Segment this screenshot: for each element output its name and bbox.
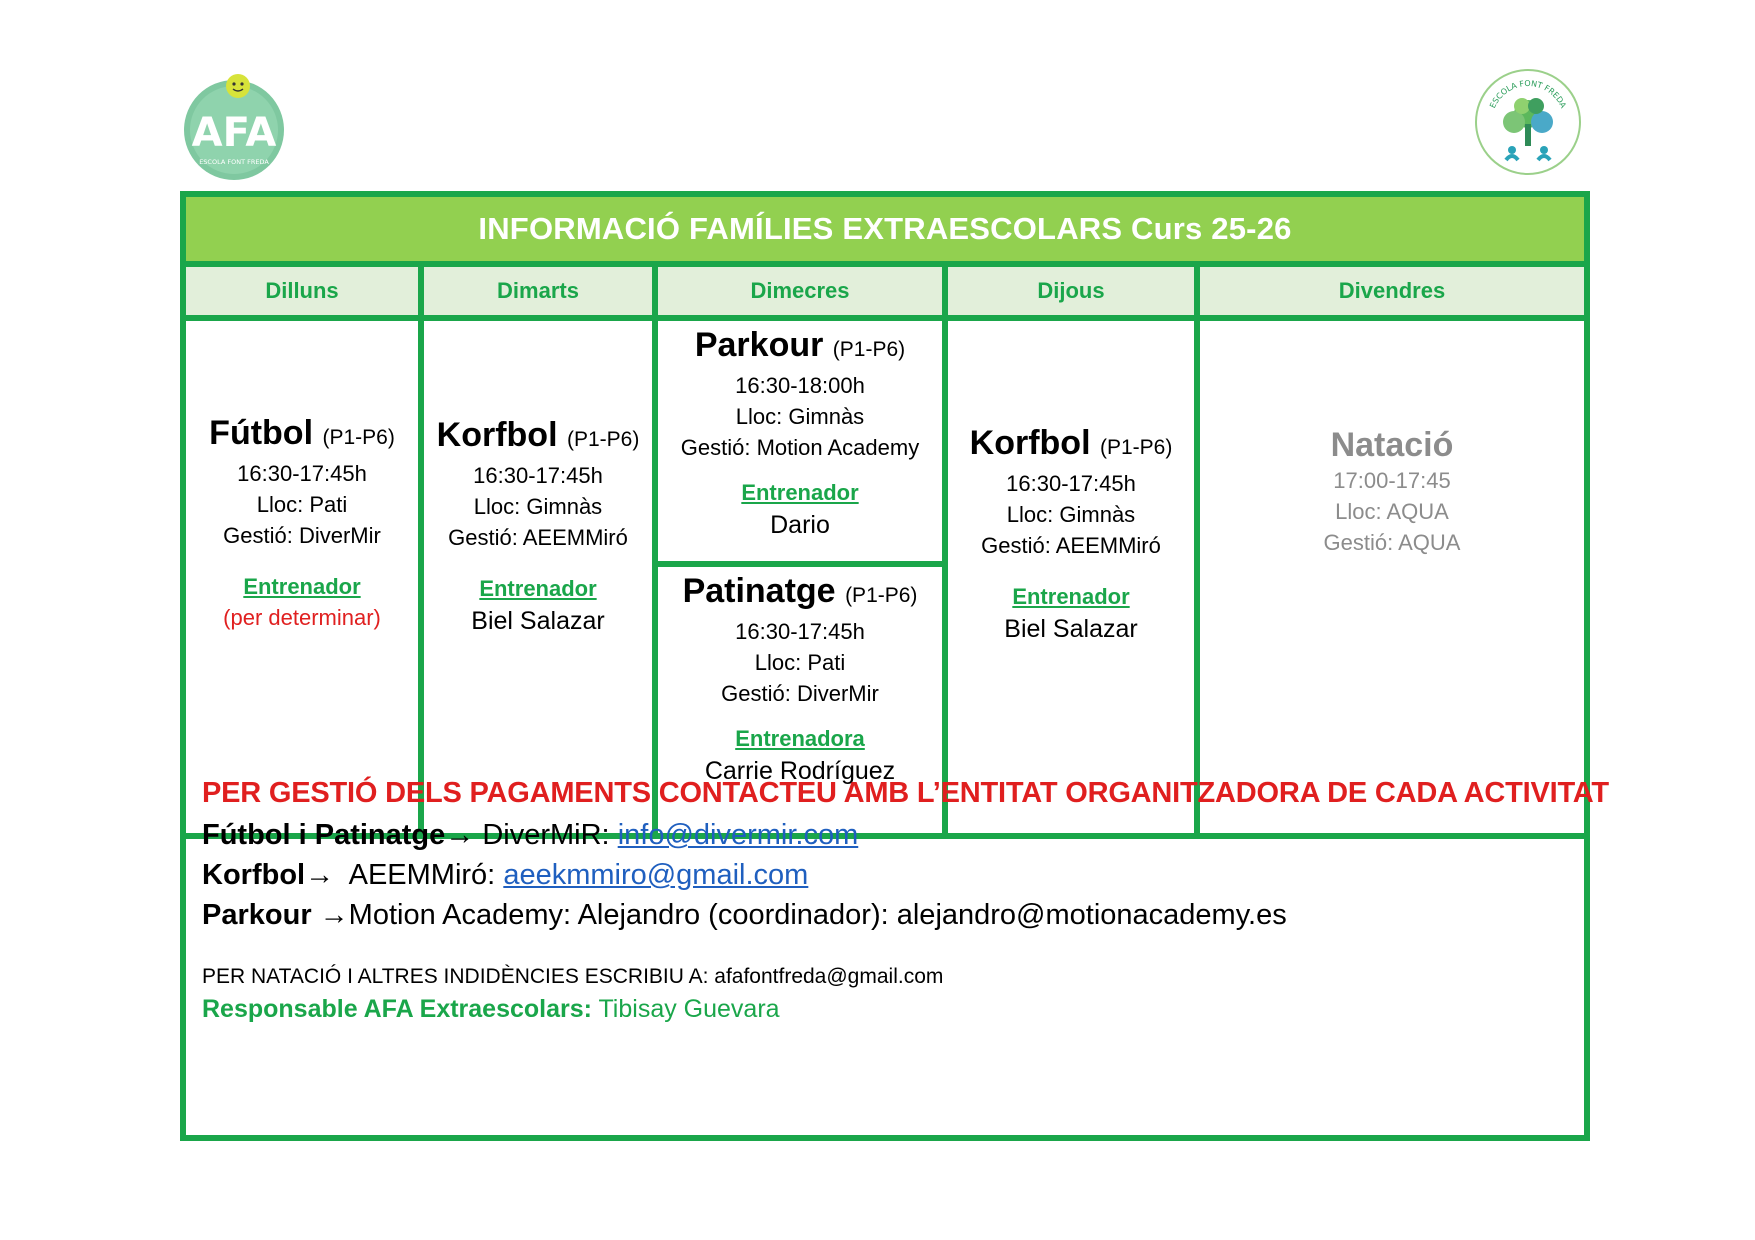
other-incidents-note: PER NATACIÓ I ALTRES INDIDÈNCIES ESCRIBIU A: afafontfreda@gmail.com [202,965,944,988]
email-link-aeemmiro[interactable]: aeekmmiro@gmail.com [503,859,809,891]
contact-korfbol [202,859,808,892]
activity-management: Gestió: Motion Academy [680,435,920,460]
email-link-divermir[interactable]: info@divermir.com [617,819,859,851]
activity-futbol [186,413,418,633]
activity-group: (P1-P6) [322,426,395,449]
activity-parkour [658,325,942,542]
responsible-name: Tibisay Guevara [598,995,780,1023]
coach-name: Carrie Rodríguez [704,757,896,785]
day-header-dimecres: Dimecres [658,267,942,321]
activity-group: (P1-P6) [832,338,906,361]
activity-name: Parkour [694,326,824,364]
coach-name: Dario [770,511,830,539]
activity-name: Fútbol [209,414,314,452]
coach-name: (per determinar) [223,605,381,630]
activity-management: Gestió: AEEMMiró [448,525,628,550]
activity-place: Lloc: Gimnàs [473,494,603,519]
responsible-line [202,995,780,1024]
activity-management: Gestió: DiverMir [223,523,381,548]
activity-group: (P1-P6) [1099,436,1173,459]
activity-time: 16:30-17:45h [473,463,603,488]
contact-org: DiverMiR: [482,819,610,851]
activity-name: Korfbol [436,416,558,454]
activity-place: Lloc: Pati [256,492,348,517]
activity-management: Gestió: DiverMir [721,681,879,706]
afa-logo-text: AFA [191,110,277,156]
activity-time: 16:30-17:45h [1006,471,1136,496]
afa-logo [180,72,288,180]
coach-label: Entrenador [1012,584,1130,609]
activity-place: Lloc: Gimnàs [1006,502,1136,527]
activity-name: Korfbol [969,424,1091,462]
school-logo-text: ESCOLA FONT FREDA [1488,78,1568,110]
coach-name: Biel Salazar [1004,615,1138,643]
activity-group: (P1-P6) [845,584,918,607]
contact-label: Korfbol [202,859,306,891]
activity-place: Lloc: Gimnàs [735,404,865,429]
activity-natacio [1200,425,1584,558]
page-title: INFORMACIÓ FAMÍLIES EXTRAESCOLARS Curs 25-26 [186,197,1584,267]
activity-name: Patinatge [682,572,836,610]
coach-label: Entrenadora [735,726,865,751]
contact-futbol-patinatge [202,819,858,852]
activity-time: 17:00-17:45 [1333,468,1451,493]
day-header-divendres: Divendres [1200,267,1584,321]
coach-label: Entrenador [741,480,859,505]
day-header-dilluns: Dilluns [186,267,418,321]
school-logo [1472,66,1584,178]
activity-management: Gestió: AEEMMiró [981,533,1161,558]
coach-label: Entrenador [479,576,597,601]
contact-org: AEEMMiró: [348,859,496,891]
schedule-frame [180,191,1609,1141]
coach-name: Biel Salazar [471,607,605,635]
activity-place: Lloc: Pati [754,650,846,675]
responsible-label: Responsable AFA Extraescolars: [202,995,592,1023]
activity-time: 16:30-17:45h [735,619,865,644]
payment-alert: PER GESTIÓ DELS PAGAMENTS CONTACTEU AMB L’ENTITAT ORGANITZADORA DE CADA ACTIVITAT [202,777,1609,809]
activity-patinatge [658,571,942,788]
activity-management: Gestió: AQUA [1323,530,1461,555]
arrow-right-icon: → [445,819,475,851]
activity-time: 16:30-17:45h [237,461,367,486]
activity-korfbol-dijous [948,423,1194,646]
arrow-right-icon: → [319,899,349,931]
coach-label: Entrenador [243,574,361,599]
day-header-dimarts: Dimarts [424,267,652,321]
contact-text: Motion Academy: Alejandro (coordinador): alejandro@motionacademy.es [348,899,1287,931]
contact-label: Fútbol i Patinatge [202,819,446,851]
activity-place: Lloc: AQUA [1335,499,1449,524]
contact-label: Parkour [202,899,312,931]
afa-logo-subtext: ESCOLA FONT FREDA [199,158,269,166]
activity-name: Natació [1330,426,1454,464]
contact-parkour [202,899,1287,932]
day-header-dijous: Dijous [948,267,1194,321]
activity-korfbol-dimarts [424,415,652,638]
activity-group: (P1-P6) [566,428,640,451]
activity-time: 16:30-18:00h [735,373,865,398]
arrow-right-icon: → [305,859,335,891]
